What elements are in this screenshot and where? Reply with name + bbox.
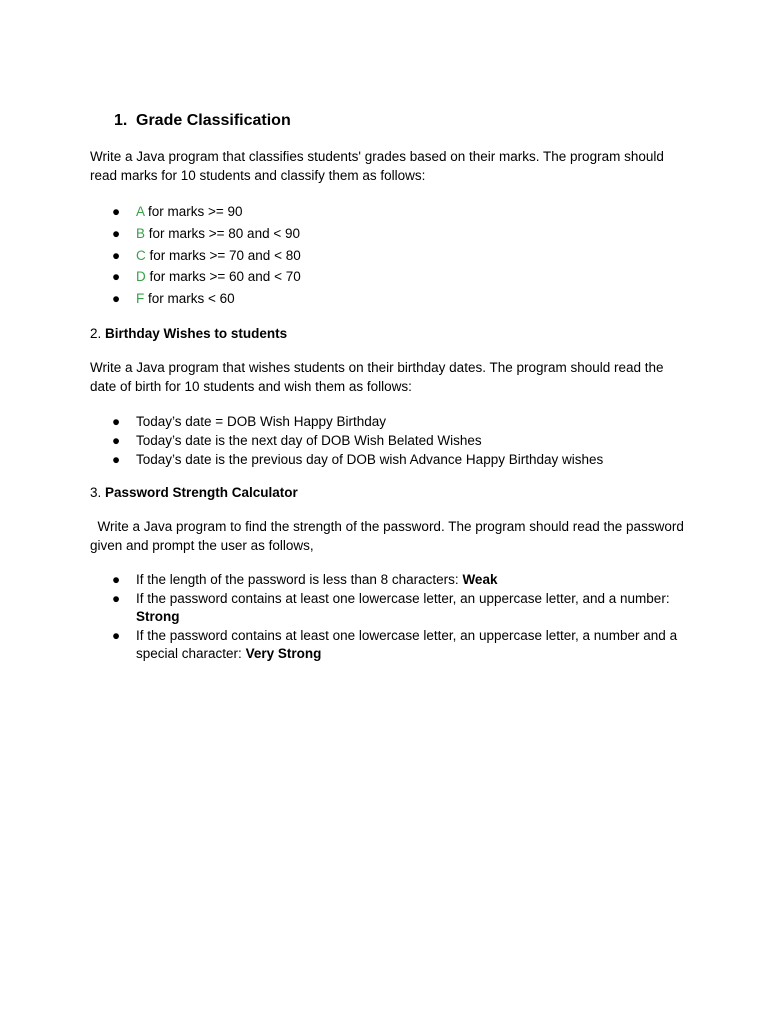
bullet-icon: ● — [112, 247, 121, 263]
grade-rule: for marks >= 60 and < 70 — [145, 269, 301, 285]
list-item — [112, 450, 692, 469]
section-2-title: Birthday Wishes to students — [105, 326, 288, 341]
rule-text: If the password contains at least one lowercase letter, an uppercase letter, and a number: — [136, 590, 670, 606]
bullet-icon: ● — [112, 572, 121, 587]
list-item — [112, 266, 692, 288]
bullet-icon: ● — [112, 291, 121, 307]
rule-text: If the password contains at least one lowercase letter, an uppercase letter, a number and a special character: — [136, 627, 678, 661]
list-item — [112, 201, 692, 223]
list-item — [112, 223, 692, 245]
section-2-intro: Write a Java program that wishes students on their birthday dates. The program should read the date of birth for 10 students and wish them as follows: — [90, 360, 664, 394]
grade-rule: for marks < 60 — [144, 291, 235, 307]
strength-result: Weak — [462, 572, 498, 587]
list-item — [112, 288, 692, 310]
list-item — [112, 571, 692, 590]
strength-result: Very Strong — [245, 646, 322, 661]
section-2-number: 2. — [90, 326, 106, 341]
grade-letter: A — [136, 204, 145, 219]
strength-result: Strong — [136, 609, 180, 624]
bullet-icon: ● — [112, 433, 121, 448]
bullet-icon: ● — [112, 204, 121, 219]
section-3-number: 3. — [90, 485, 106, 500]
section-3-intro: Write a Java program to find the strength of the password. The program should read the password given and prompt the user as follows, — [90, 519, 688, 553]
section-1-heading — [114, 111, 291, 131]
list-item — [112, 245, 692, 267]
bullet-icon: ● — [112, 590, 121, 606]
wish-text: Today’s date is the previous day of DOB wish Advance Happy Birthday wishes — [136, 452, 604, 467]
section-1-intro: Write a Java program that classifies students' grades based on their marks. The program should read marks for 10 students and classify them as follows: — [90, 149, 664, 183]
grade-rule: for marks >= 80 and < 90 — [145, 225, 300, 241]
grade-list — [112, 201, 692, 310]
list-item — [112, 431, 692, 450]
bullet-icon: ● — [112, 414, 121, 429]
rule-text: If the length of the password is less than 8 characters: — [136, 572, 463, 587]
section-1-number: 1. — [114, 112, 128, 129]
wish-text: Today’s date is the next day of DOB Wish Belated Wishes — [136, 433, 482, 448]
wishes-list — [112, 412, 692, 469]
section-3-title: Password Strength Calculator — [105, 485, 298, 500]
grade-rule: for marks >= 90 — [144, 204, 243, 219]
grade-rule: for marks >= 70 and < 80 — [145, 247, 301, 263]
bullet-icon: ● — [112, 627, 121, 643]
wish-text: Today’s date = DOB Wish Happy Birthday — [136, 414, 386, 429]
grade-letter: B — [136, 225, 146, 241]
grade-letter: C — [136, 247, 146, 263]
grade-letter: F — [136, 291, 145, 307]
grade-letter: D — [136, 269, 146, 285]
section-1-title: Grade Classification — [136, 112, 291, 129]
list-item — [112, 627, 692, 664]
list-item — [112, 412, 692, 431]
section-3-heading — [90, 483, 298, 502]
bullet-icon: ● — [112, 452, 121, 467]
password-rules-list — [112, 571, 692, 664]
bullet-icon: ● — [112, 269, 121, 285]
section-2-heading — [90, 324, 287, 343]
bullet-icon: ● — [112, 225, 121, 241]
list-item — [112, 590, 692, 627]
